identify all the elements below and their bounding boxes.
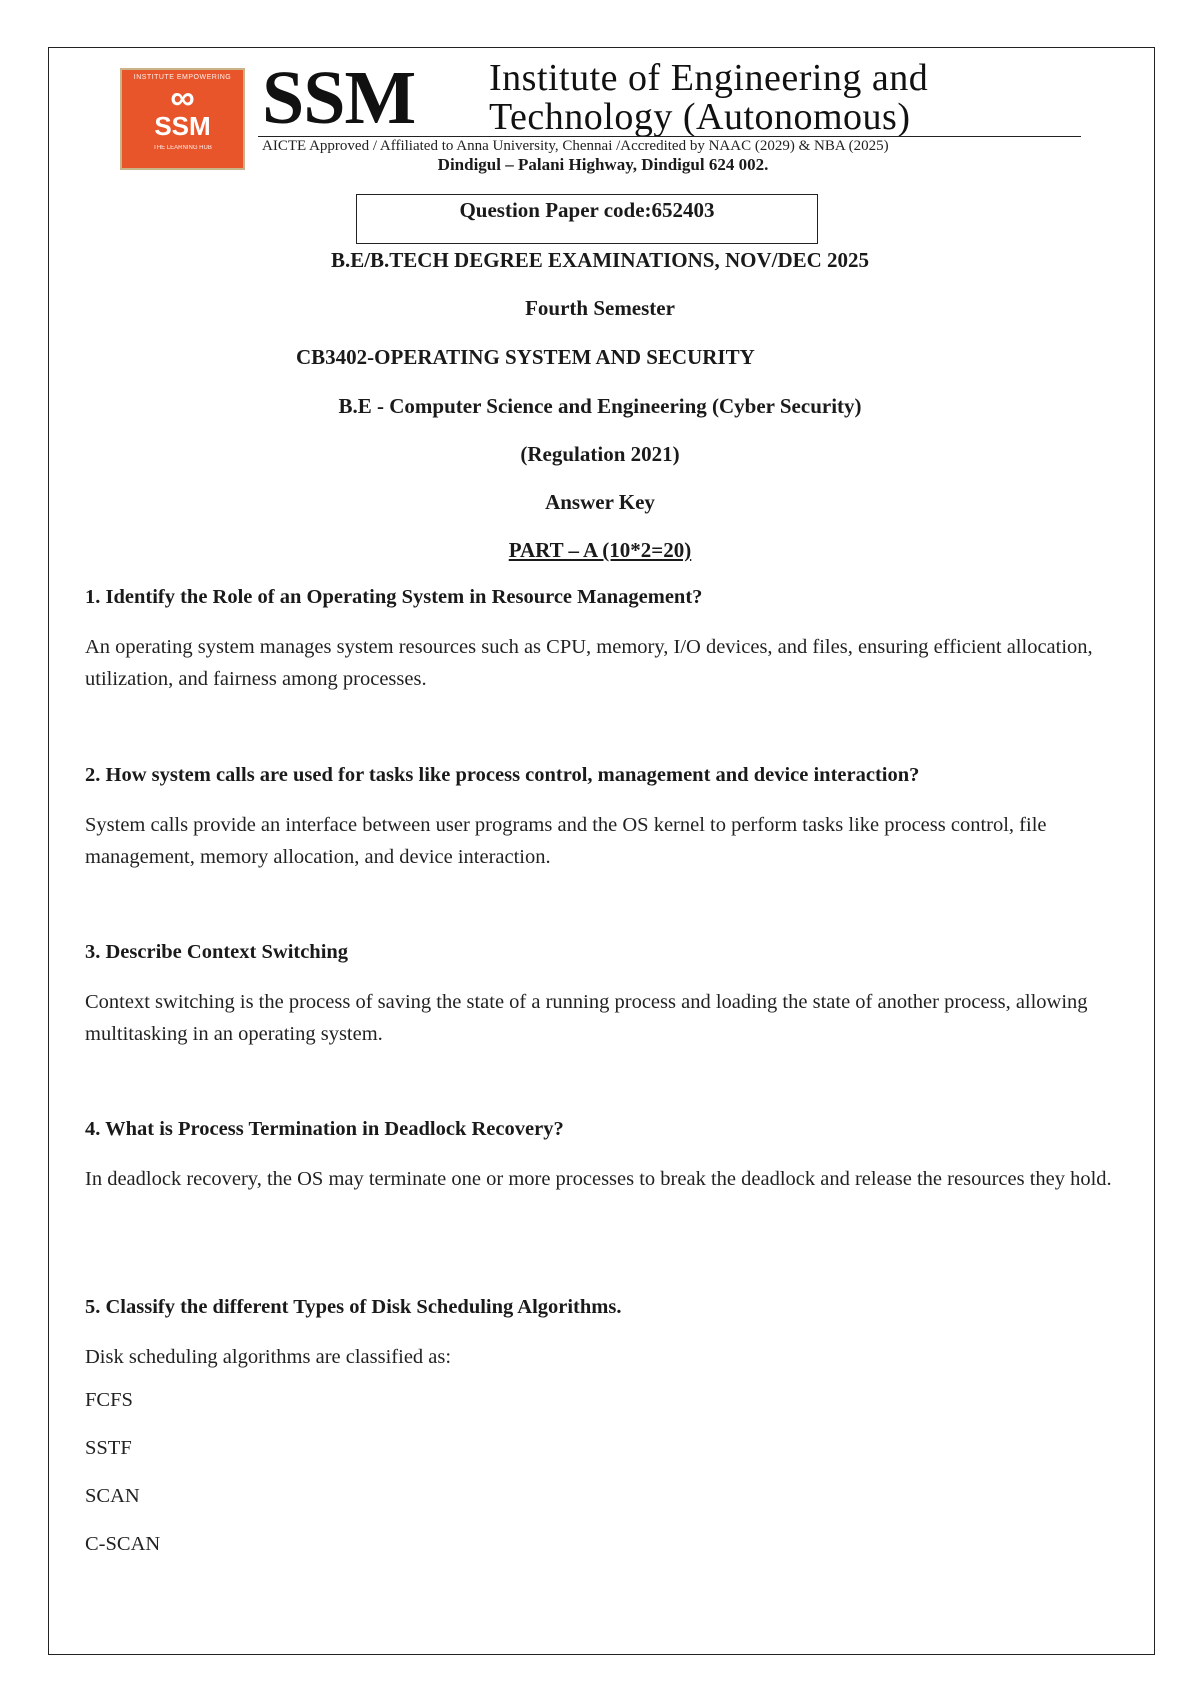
list-item: SSTF xyxy=(85,1437,132,1459)
brand-name: SSM xyxy=(262,56,416,140)
institute-address xyxy=(0,155,1200,175)
degree-text: B.E/B.TECH DEGREE EXAMINATIONS, NOV/DEC 2025 xyxy=(330,248,870,272)
list-item: SCAN xyxy=(85,1485,140,1507)
answer-text: Disk scheduling algorithms are classified as: xyxy=(85,1346,452,1368)
semester: Fourth Semester xyxy=(525,296,675,320)
approval-text: AICTE Approved / Affiliated to Anna University, Chennai /Accredited by NAAC (2029) & NBA (2025) xyxy=(262,138,889,154)
header-rule xyxy=(258,136,1081,137)
logo-tagline: THE LEARNING HUB xyxy=(153,145,212,151)
question-title: 1. Identify the Role of an Operating System in Resource Management? xyxy=(85,586,703,608)
answer-text: Context switching is the process of saving the state of a running process and loading the state of another process, allowing multitasking in an operating system. xyxy=(85,991,1088,1045)
course-title: CB3402-OPERATING SYSTEM AND SECURITY xyxy=(296,345,755,369)
degree-title xyxy=(0,248,1200,273)
infinity-icon: ∞ xyxy=(170,79,195,117)
answer-text: System calls provide an interface between user programs and the OS kernel to perform tasks like process control, file management, memory allocation, and device interaction. xyxy=(85,814,1047,868)
logo-top-text: INSTITUTE EMPOWERING xyxy=(133,74,232,81)
institute-name-line2: Technology (Autonomous) xyxy=(489,96,911,138)
document-type: Answer Key xyxy=(545,490,655,514)
paper-code: Question Paper code:652403 xyxy=(459,198,715,222)
regulation: (Regulation 2021) xyxy=(520,442,680,466)
question-title: 5. Classify the different Types of Disk Scheduling Algorithms. xyxy=(85,1296,622,1318)
logo-abbr: SSM xyxy=(154,111,211,141)
answer-text: An operating system manages system resources such as CPU, memory, I/O devices, and files, ensuring efficient allocation, utilization, and fairness among processes. xyxy=(85,636,1093,690)
answer-text: In deadlock recovery, the OS may terminate one or more processes to break the deadlock and release the resources they hold. xyxy=(85,1168,1112,1190)
list-item: C-SCAN xyxy=(85,1533,161,1555)
question-title: 4. What is Process Termination in Deadlock Recovery? xyxy=(85,1118,564,1140)
institute-name-line1: Institute of Engineering and xyxy=(489,57,929,99)
list-item: FCFS xyxy=(85,1389,133,1411)
part-heading: PART – A (10*2=20) xyxy=(508,538,692,562)
question-title: 3. Describe Context Switching xyxy=(85,941,349,963)
address-text: Dindigul – Palani Highway, Dindigul 624 002. xyxy=(437,155,769,174)
branch: B.E - Computer Science and Engineering (Cyber Security) xyxy=(338,394,862,418)
question-title: 2. How system calls are used for tasks like process control, management and device interaction? xyxy=(85,764,920,786)
